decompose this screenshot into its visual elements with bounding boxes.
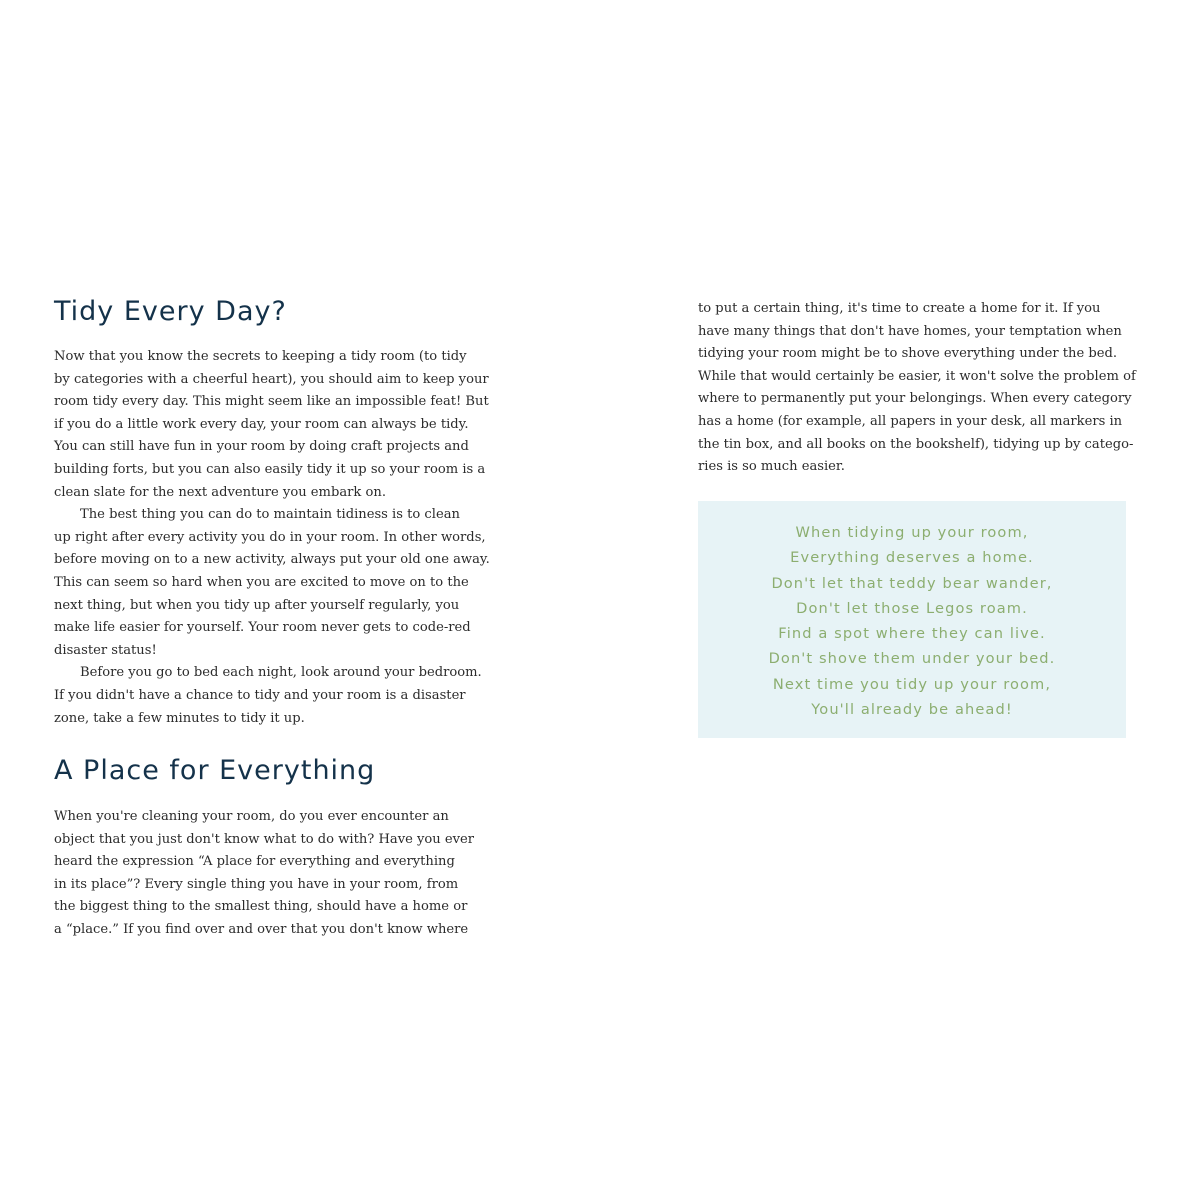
text-line: the tin box, and all books on the bookshelf), tidying up by catego- bbox=[698, 436, 1134, 452]
text-line: where to permanently put your belongings. When every category bbox=[698, 391, 1132, 407]
text-line: The best thing you can do to maintain tidiness is to clean bbox=[80, 507, 460, 523]
text-line: You can still have fun in your room by doing craft projects and bbox=[54, 439, 469, 455]
poem-line: When tidying up your room, bbox=[795, 524, 1029, 541]
text-line: make life easier for yourself. Your room never gets to code-red bbox=[54, 620, 471, 636]
text-line: disaster status! bbox=[54, 642, 157, 658]
text-line: heard the expression “A place for everything and everything bbox=[54, 854, 455, 870]
text-line: if you do a little work every day, your room can always be tidy. bbox=[54, 416, 469, 432]
text-line: have many things that don't have homes, your temptation when bbox=[698, 323, 1122, 339]
text-line: When you're cleaning your room, do you ever encounter an bbox=[54, 809, 449, 824]
text-line: has a home (for example, all papers in your desk, all markers in bbox=[698, 413, 1123, 429]
text-line: ries is so much easier. bbox=[698, 459, 845, 475]
text-line: a “place.” If you find over and over that you don't know where bbox=[54, 921, 469, 937]
text-line: tidying your room might be to shove everything under the bed. bbox=[698, 346, 1118, 362]
section-heading-tidy-every-day: Tidy Every Day? bbox=[54, 296, 287, 327]
poem bbox=[698, 520, 1126, 722]
section-body-tidy-every-day bbox=[54, 346, 490, 730]
text-line: This can seem so hard when you are excited to move on to the bbox=[54, 574, 469, 590]
text-line: room tidy every day. This might seem like an impossible feat! But bbox=[54, 394, 489, 410]
poem-line: Don't let those Legos roam. bbox=[796, 599, 1028, 617]
text-line: to put a certain thing, it's time to create a home for it. If you bbox=[698, 301, 1101, 316]
text-line: zone, take a few minutes to tidy it up. bbox=[54, 710, 305, 726]
poem-line: Don't shove them under your bed. bbox=[768, 650, 1056, 668]
poem-line: Everything deserves a home. bbox=[790, 549, 1034, 567]
text-line: before moving on to a new activity, always put your old one away. bbox=[54, 552, 490, 568]
section-body-a-place-for-everything bbox=[54, 806, 484, 942]
text-line: While that would certainly be easier, it won't solve the problem of bbox=[698, 368, 1136, 384]
text-line: object that you just don't know what to do with? Have you ever bbox=[54, 831, 475, 847]
text-line: If you didn't have a chance to tidy and your room is a disaster bbox=[54, 687, 466, 703]
text-line: up right after every activity you do in your room. In other words, bbox=[54, 529, 486, 545]
poem-line: You'll already be ahead! bbox=[811, 701, 1013, 719]
text-line: in its place”? Every single thing you have in your room, from bbox=[54, 876, 459, 892]
poem-callout-box bbox=[698, 501, 1126, 738]
text-line: Now that you know the secrets to keeping a tidy room (to tidy bbox=[54, 349, 467, 364]
text-line: building forts, but you can also easily tidy it up so your room is a bbox=[54, 461, 486, 477]
text-line: the biggest thing to the smallest thing, should have a home or bbox=[54, 899, 468, 915]
text-line: by categories with a cheerful heart), you should aim to keep your bbox=[54, 371, 489, 387]
poem-line: Don't let that teddy bear wander, bbox=[771, 574, 1053, 592]
section-heading-a-place-for-everything: A Place for Everything bbox=[54, 755, 376, 786]
poem-line: Next time you tidy up your room, bbox=[772, 675, 1052, 693]
text-line: Before you go to bed each night, look around your bedroom. bbox=[80, 665, 482, 681]
text-line: clean slate for the next adventure you embark on. bbox=[54, 484, 386, 500]
continuation-paragraph bbox=[698, 298, 1138, 479]
poem-line: Find a spot where they can live. bbox=[778, 625, 1046, 643]
text-line: next thing, but when you tidy up after yourself regularly, you bbox=[54, 597, 460, 613]
